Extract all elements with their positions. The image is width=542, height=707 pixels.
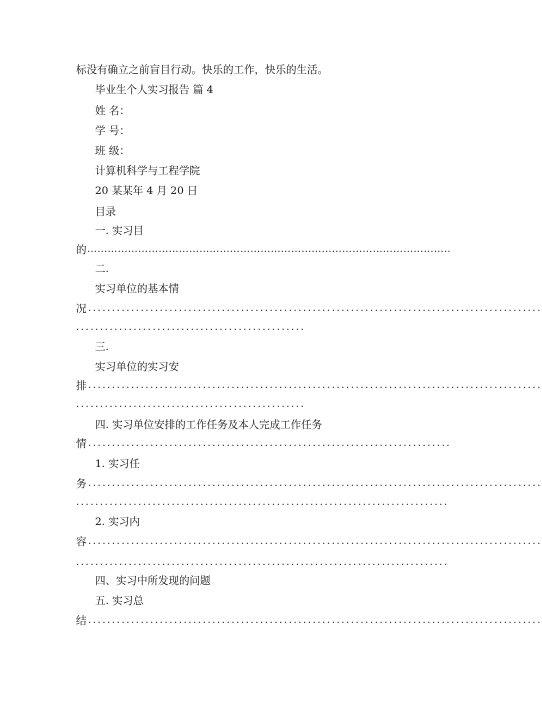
toc-section-3-continuation: 排 <box>76 380 87 392</box>
toc-section-3-leader: ............................................................................................... <box>88 380 542 391</box>
toc-subsection-1-leader: ............................................................................................... <box>88 478 542 489</box>
toc-subsection-2-leader-cont: .............................................................................. <box>76 557 449 568</box>
toc-section-4-title: 四. 实习单位安排的工作任务及本人完成工作任务 <box>95 419 323 431</box>
toc-subsection-2-leader: ............................................................................................... <box>88 536 542 547</box>
toc-subsection-2-continuation: 容 <box>76 536 87 548</box>
intro-text-line: 标没有确立之前盲目行动。快乐的工作，快乐的生活。 <box>76 64 328 76</box>
toc-section-3-leader-cont: ................................................ <box>76 399 306 410</box>
name-label: 姓 名： <box>95 105 130 117</box>
school-name: 计算机科学与工程学院 <box>95 165 200 177</box>
toc-section-2-title: 实习单位的基本情 <box>95 283 179 295</box>
toc-section-1-continuation: 的 <box>76 244 87 256</box>
student-id-label: 学 号： <box>95 125 130 137</box>
toc-section-2-continuation: 况 <box>76 303 87 315</box>
report-title: 毕业生个人实习报告 篇 4 <box>95 84 214 96</box>
toc-section-3-title: 实习单位的实习安 <box>95 361 179 373</box>
toc-section-3-number: 三. <box>95 341 109 353</box>
toc-section-2-leader-cont: ................................................ <box>76 322 306 333</box>
toc-section-1-title: 一. 实习目 <box>95 225 144 237</box>
toc-section-4-continuation: 情 <box>76 438 87 450</box>
toc-subsection-1-continuation: 务 <box>76 478 87 490</box>
toc-subsection-1-leader-cont: .............................................................................. <box>76 497 449 508</box>
toc-section-4-leader: ............................................................................ <box>88 438 452 449</box>
toc-subsection-2-title: 2. 实习内 <box>95 516 140 528</box>
toc-section-problems-title: 四、实习中所发现的问题 <box>95 575 211 587</box>
toc-subsection-1-title: 1. 实习任 <box>95 458 140 470</box>
toc-heading: 目录 <box>95 206 116 218</box>
toc-section-5-title: 五. 实习总 <box>95 595 144 607</box>
toc-section-5-continuation: 结 <box>76 615 87 627</box>
report-date: 20 某某年 4 月 20 日 <box>95 185 198 197</box>
class-label: 班 级： <box>95 145 130 157</box>
toc-section-2-number: 二. <box>95 263 109 275</box>
toc-section-5-leader: ............................................................................................... <box>88 615 542 626</box>
toc-section-1-leader: …………………………………………………………………………………………….. <box>87 244 451 255</box>
toc-section-2-leader: ............................................................................................... <box>88 303 542 314</box>
